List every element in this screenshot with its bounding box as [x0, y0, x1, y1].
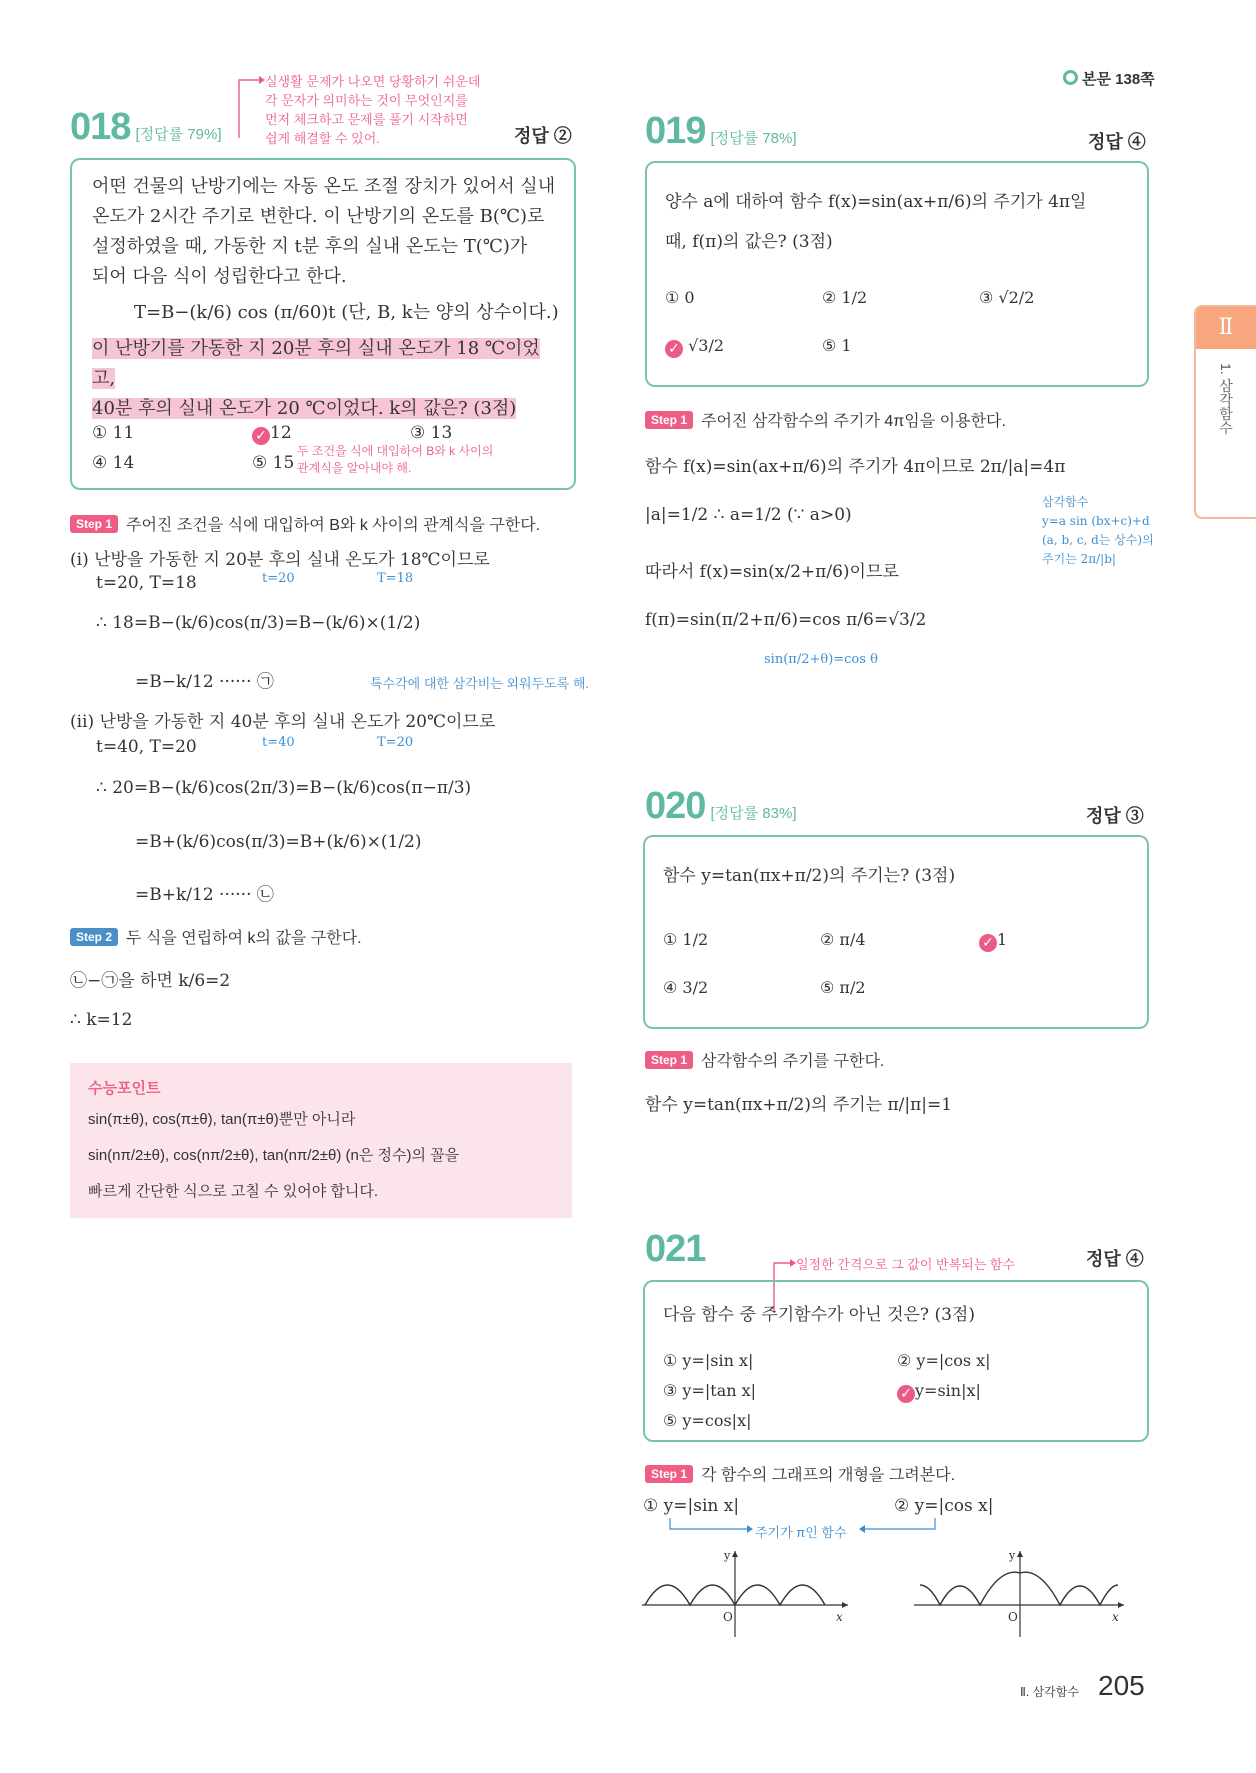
correct-rate: [정답률 78%] — [710, 130, 797, 147]
question-text: 양수 a에 대하여 함수 f(x)=sin(ax+π/6)의 주기가 4π일 — [665, 192, 1087, 212]
exam-point-text: sin(π±θ), cos(π±θ), tan(π±θ)뿐만 아니라 — [88, 1111, 356, 1128]
problem-number: 021 — [645, 1228, 706, 1270]
chapter-label: 1. 삼각함수 — [1218, 363, 1234, 435]
axis-y-label: y — [724, 1549, 731, 1562]
choice-3[interactable]: ✓ 1 — [979, 925, 1007, 955]
check-icon: ✓ — [979, 934, 997, 952]
note-arrow — [233, 76, 267, 140]
problem-number: 018 — [70, 106, 131, 148]
equation: 함수 y=tan(πx+π/2)의 주기는 π/|π|=1 — [645, 1095, 953, 1115]
equation: 함수 f(x)=sin(ax+π/6)의 주기가 4π이므로 2π/|a|=4π — [645, 457, 1066, 477]
step1-021 — [645, 1462, 955, 1485]
equation: |a|=1/2 ∴ a=1/2 (∵ a>0) — [645, 505, 852, 525]
equation: 따라서 f(x)=sin(x/2+π/6)이므로 — [645, 562, 899, 582]
choice-3[interactable]: ③ 13 — [410, 423, 453, 443]
question-text: 때, f(π)의 값은? (3점) — [665, 232, 833, 252]
annotation-note: 실생활 문제가 나오면 당황하기 쉬운데 각 문자가 의미하는 것이 무엇인지를 먼저 체크하고 문제를 풀기 시작하면 쉽게 해결할 수 있어. — [265, 74, 481, 146]
exam-point-box — [70, 1063, 572, 1218]
solution-line: t=20, T=18 — [96, 573, 197, 593]
step-text: 두 식을 연립하여 k의 값을 구한다. — [126, 930, 362, 947]
step2-018 — [70, 925, 362, 948]
choice-5[interactable]: ⑤ 15 — [252, 453, 295, 473]
problem-number: 020 — [645, 785, 706, 827]
bracket-arrows — [665, 1518, 945, 1538]
choice-4[interactable]: ✓ y=sin|x| — [897, 1376, 981, 1406]
graph-abs-sin — [640, 1545, 850, 1640]
equation: =B−k/12 ······ ㉠ — [135, 672, 274, 692]
problem-018-header — [70, 106, 222, 149]
question-text: 어떤 건물의 난방기에는 자동 온도 조절 장치가 있어서 실내 — [92, 176, 556, 197]
circle-icon — [1063, 70, 1078, 85]
tag: T=18 — [377, 571, 414, 586]
annotation-note: sin(π/2+θ)=cos θ — [764, 652, 878, 667]
problem-019-header — [645, 110, 797, 153]
problem-020-box — [643, 835, 1149, 1029]
equation: =B+(k/6)cos(π/3)=B+(k/6)×(1/2) — [135, 832, 422, 852]
origin-label: O — [1008, 1610, 1018, 1624]
choice-4[interactable]: ④ 14 — [92, 453, 135, 473]
question-text: 함수 y=tan(πx+π/2)의 주기는? (3점) — [663, 866, 956, 886]
tag: t=40 — [262, 735, 295, 750]
step1-018 — [70, 512, 540, 535]
question-text: 40분 후의 실내 온도가 20 ℃이었다. k의 값은? (3점) — [92, 398, 517, 419]
choice-5[interactable]: ⑤ π/2 — [820, 978, 866, 997]
step-badge: Step 1 — [645, 1465, 693, 1483]
question-text: 되어 다음 식이 성립한다고 한다. — [92, 266, 347, 287]
exam-point-text: sin(nπ/2±θ), cos(nπ/2±θ), tan(nπ/2±θ) (n은 정수)의 꼴을 — [88, 1147, 460, 1164]
step-text: 주어진 삼각함수의 주기가 4π임을 이용한다. — [701, 413, 1006, 430]
answer-label: 정답 ④ — [1088, 132, 1146, 152]
step1-019 — [645, 408, 1006, 431]
question-text: 온도가 2시간 주기로 변한다. 이 난방기의 온도를 B(℃)로 — [92, 206, 545, 227]
choice-3[interactable]: ③ y=|tan x| — [663, 1381, 757, 1400]
graph-label: ② y=|cos x| — [894, 1496, 994, 1516]
choice-annotation: 두 조건을 식에 대입하여 B와 k 사이의 관계식을 알아내야 해. — [297, 444, 494, 475]
problem-021-box — [643, 1280, 1149, 1442]
question-text: 설정하였을 때, 가동한 지 t분 후의 실내 온도는 T(℃)가 — [92, 236, 528, 257]
annotation-note: 특수각에 대한 삼각비는 외워두도록 해. — [370, 676, 589, 691]
equation: ∴ k=12 — [70, 1010, 133, 1030]
choice-4[interactable]: ✓ √3/2 — [665, 331, 724, 361]
choice-1[interactable]: ① 0 — [665, 288, 695, 307]
axis-x-label: x — [1112, 1610, 1119, 1624]
equation: ㉡−㉠을 하면 k/6=2 — [70, 971, 231, 991]
origin-label: O — [723, 1610, 733, 1624]
choice-2[interactable]: ② π/4 — [820, 930, 866, 949]
step1-020 — [645, 1048, 884, 1071]
step-text: 주어진 조건을 식에 대입하여 B와 k 사이의 관계식을 구한다. — [126, 517, 541, 534]
choice-1[interactable]: ① 11 — [92, 423, 135, 443]
correct-rate: [정답률 79%] — [135, 126, 222, 143]
step-badge: Step 2 — [70, 928, 118, 946]
question-text: 이 난방기를 가동한 지 20분 후의 실내 온도가 18 ℃이었고, — [92, 338, 540, 389]
annotation-note: 삼각함수 y=a sin (bx+c)+d (a, b, c, d는 상수)의 주기는 2π/|b| — [1042, 495, 1154, 566]
exam-point-text: 빠르게 간단한 식으로 고칠 수 있어야 합니다. — [88, 1183, 378, 1200]
question-text: 다음 함수 중 주기함수가 아닌 것은? (3점) — [663, 1305, 975, 1325]
step-badge: Step 1 — [645, 1051, 693, 1069]
solution-line: (ⅰ) 난방을 가동한 지 20분 후의 실내 온도가 18℃이므로 — [70, 550, 490, 570]
equation: ∴ 18=B−(k/6)cos(π/3)=B−(k/6)×(1/2) — [96, 613, 421, 633]
graph-abs-cos — [912, 1545, 1127, 1640]
check-icon: ✓ — [665, 340, 683, 358]
problem-number: 019 — [645, 110, 706, 152]
chapter-tab[interactable] — [1194, 305, 1256, 519]
choice-3[interactable]: ③ √2/2 — [979, 288, 1035, 307]
tag: t=20 — [262, 571, 295, 586]
formula: T=B−(k/6) cos (π/60)t (단, B, k는 양의 상수이다.) — [134, 302, 559, 323]
exam-point-title: 수능포인트 — [88, 1080, 161, 1097]
footer-chapter: Ⅱ. 삼각함수 — [1020, 1685, 1079, 1699]
choice-1[interactable]: ① 1/2 — [663, 930, 709, 949]
annotation-note: 일정한 간격으로 그 값이 반복되는 함수 — [796, 1257, 1015, 1272]
axis-y-label: y — [1009, 1549, 1016, 1562]
step-text: 각 함수의 그래프의 개형을 그려본다. — [701, 1467, 956, 1484]
equation: =B+k/12 ······ ㉡ — [135, 885, 274, 905]
choice-4[interactable]: ④ 3/2 — [663, 978, 709, 997]
equation: ∴ 20=B−(k/6)cos(2π/3)=B−(k/6)cos(π−π/3) — [96, 778, 472, 798]
answer-label: 정답 ④ — [1086, 1249, 1144, 1269]
problem-021-header — [645, 1228, 705, 1271]
choice-2[interactable]: ② y=|cos x| — [897, 1351, 991, 1370]
page-ref: 본문 138쪽 — [1063, 68, 1155, 89]
step-text: 삼각함수의 주기를 구한다. — [701, 1053, 885, 1070]
problem-018-box — [70, 158, 576, 490]
page-number: 205 — [1098, 1670, 1145, 1701]
solution-line: (ⅱ) 난방을 가동한 지 40분 후의 실내 온도가 20℃이므로 — [70, 712, 496, 732]
answer-label: 정답 ③ — [1086, 806, 1144, 826]
problem-020-header — [645, 785, 797, 828]
solution-line: t=40, T=20 — [96, 737, 197, 757]
step-badge: Step 1 — [645, 411, 693, 429]
check-icon: ✓ — [252, 427, 270, 445]
axis-x-label: x — [836, 1610, 843, 1624]
tag: T=20 — [377, 735, 414, 750]
annotation-note: 주기가 π인 함수 — [755, 1525, 847, 1540]
choice-5[interactable]: ⑤ 1 — [822, 336, 852, 355]
step-badge: Step 1 — [70, 515, 118, 533]
choice-2[interactable]: ② 1/2 — [822, 288, 868, 307]
choice-5[interactable]: ⑤ y=cos|x| — [663, 1411, 752, 1430]
graph-label: ① y=|sin x| — [643, 1496, 740, 1516]
choice-2[interactable]: ✓ 12 — [252, 418, 292, 448]
answer-label: 정답 ② — [514, 126, 572, 146]
problem-019-box — [645, 161, 1149, 387]
correct-rate: [정답률 83%] — [710, 805, 797, 822]
choice-1[interactable]: ① y=|sin x| — [663, 1351, 754, 1370]
check-icon: ✓ — [897, 1385, 915, 1403]
chapter-roman: Ⅱ — [1196, 307, 1256, 349]
equation: f(π)=sin(π/2+π/6)=cos π/6=√3/2 — [645, 610, 927, 630]
